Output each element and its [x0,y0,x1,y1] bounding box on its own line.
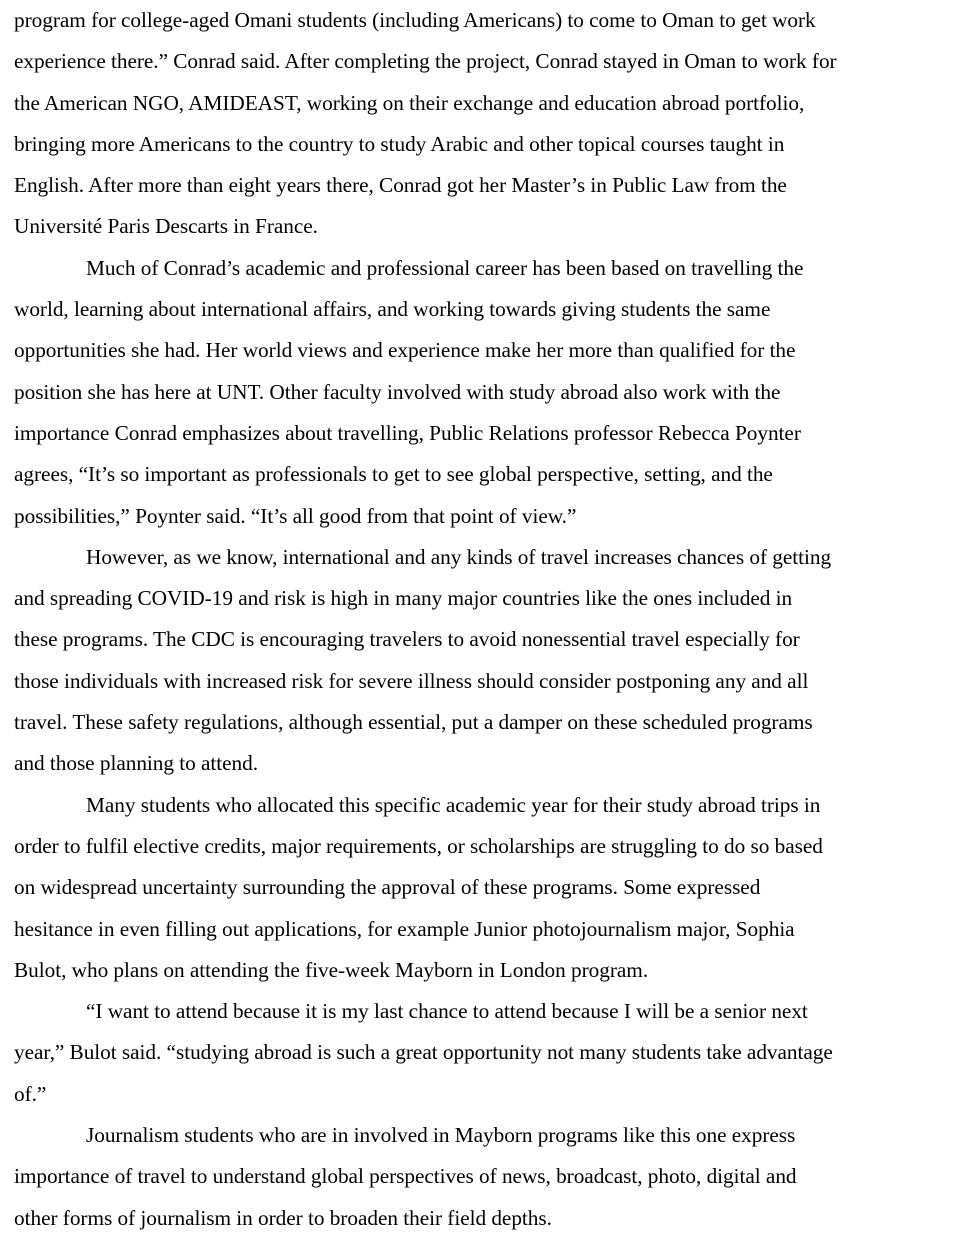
paragraph-covid-travel [14,537,964,785]
text-line: other forms of journalism in order to broaden their field depths. [14,1205,552,1230]
paragraph-continued [14,0,964,248]
text-line: year,” Bulot said. “studying abroad is such a great opportunity not many students take advantage [14,1040,833,1065]
text-line-first: However, as we know, international and any kinds of travel increases chances of getting [86,544,832,569]
text-line: hesitance in even filling out applications, for example Junior photojournalism major, Sophia [14,916,795,941]
text-line: travel. These safety regulations, although essential, put a damper on these scheduled programs [14,710,813,735]
document-page [14,0,964,1239]
text-line: importance Conrad emphasizes about travelling, Public Relations professor Rebecca Poynter [14,420,801,445]
paragraph-conrad-career [14,248,964,537]
text-line: importance of travel to understand global perspectives of news, broadcast, photo, digital and [14,1164,797,1189]
text-line: English. After more than eight years there, Conrad got her Master’s in Public Law from the [14,173,787,198]
text-line: Université Paris Descarts in France. [14,214,318,239]
text-line: program for college-aged Omani students (including Americans) to come to Oman to get work [14,8,816,32]
text-line: the American NGO, AMIDEAST, working on their exchange and education abroad portfolio, [14,90,805,115]
text-line: agrees, “It’s so important as professionals to get to see global perspective, setting, and the [14,462,773,487]
text-line: bringing more Americans to the country to study Arabic and other topical courses taught in [14,131,785,156]
text-line: order to fulfil elective credits, major requirements, or scholarships are struggling to do so based [14,833,823,858]
text-line-first: Much of Conrad’s academic and professional career has been based on travelling the [86,255,804,280]
text-line-first: Journalism students who are in involved in Mayborn programs like this one express [86,1123,796,1148]
text-line: and spreading COVID-19 and risk is high in many major countries like the ones included in [14,586,793,611]
paragraph-students-struggling [14,785,964,991]
paragraph-journalism-students [14,1115,964,1239]
text-line: experience there.” Conrad said. After completing the project, Conrad stayed in Oman to work for [14,49,837,74]
text-line: on widespread uncertainty surrounding the approval of these programs. Some expressed [14,875,761,900]
text-line: opportunities she had. Her world views and experience make her more than qualified for the [14,338,796,363]
text-line-first: “I want to attend because it is my last chance to attend because I will be a senior next [86,999,808,1024]
text-line: these programs. The CDC is encouraging travelers to avoid nonessential travel especially for [14,627,800,652]
text-line: those individuals with increased risk for severe illness should consider postponing any and all [14,668,809,693]
text-line: Bulot, who plans on attending the five-week Mayborn in London program. [14,957,649,982]
text-line: position she has here at UNT. Other faculty involved with study abroad also work with the [14,379,781,404]
text-line: world, learning about international affairs, and working towards giving students the same [14,297,771,322]
text-line: and those planning to attend. [14,751,259,776]
paragraph-bulot-quote [14,991,964,1115]
text-line-first: Many students who allocated this specific academic year for their study abroad trips in [86,792,821,817]
text-line: of.” [14,1081,47,1106]
text-line: possibilities,” Poynter said. “It’s all good from that point of view.” [14,503,577,528]
